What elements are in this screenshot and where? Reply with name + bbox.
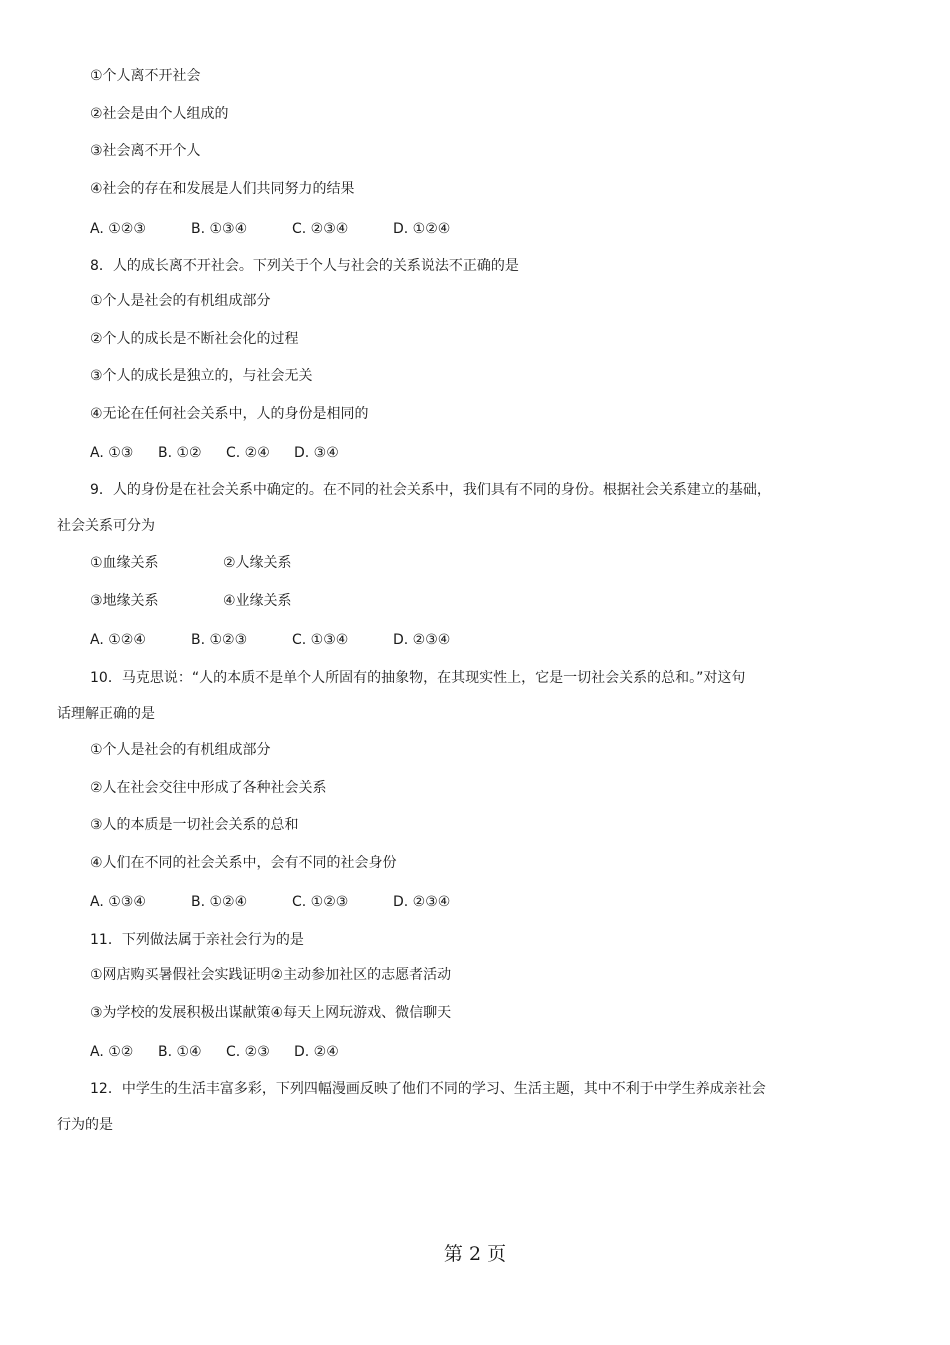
q9-statement-3: ③地缘关系 xyxy=(90,593,159,609)
q11-stem: 11．下列做法属于亲社会行为的是 xyxy=(90,932,304,948)
q11-option-b: B. ①④ xyxy=(158,1044,202,1060)
q10-option-b: B. ①②④ xyxy=(191,894,248,910)
q9-option-a: A. ①②④ xyxy=(90,632,146,648)
q7-options xyxy=(90,220,494,238)
q9-statements-row-1 xyxy=(90,554,356,572)
q8-options xyxy=(90,444,362,462)
q11-option-d: D. ②④ xyxy=(294,1044,339,1060)
q9-options xyxy=(90,631,494,649)
q9-option-b: B. ①②③ xyxy=(191,632,248,648)
q8-option-c: C. ②④ xyxy=(226,445,270,461)
q7-option-d: D. ①②④ xyxy=(393,221,451,237)
q7-option-b: B. ①③④ xyxy=(191,221,248,237)
q8-statement-3: ③个人的成长是独立的，与社会无关 xyxy=(90,368,313,384)
q10-option-d: D. ②③④ xyxy=(393,894,451,910)
q7-statement-3: ③社会离不开个人 xyxy=(90,143,201,159)
q7-statement-1: ①个人离不开社会 xyxy=(90,68,201,84)
q7-statement-4: ④社会的存在和发展是人们共同努力的结果 xyxy=(90,181,355,197)
q10-statement-1: ①个人是社会的有机组成部分 xyxy=(90,742,271,758)
q7-option-c: C. ②③④ xyxy=(292,221,349,237)
q9-option-d: D. ②③④ xyxy=(393,632,451,648)
q7-option-a: A. ①②③ xyxy=(90,221,146,237)
q10-statement-2: ②人在社会交往中形成了各种社会关系 xyxy=(90,780,327,796)
q11-option-c: C. ②③ xyxy=(226,1044,270,1060)
q11-statements-3-4: ③为学校的发展积极出谋献策④每天上网玩游戏、微信聊天 xyxy=(90,1005,452,1021)
q10-statement-3: ③人的本质是一切社会关系的总和 xyxy=(90,817,299,833)
q8-option-b: B. ①② xyxy=(158,445,202,461)
q8-statement-4: ④无论在任何社会关系中，人的身份是相同的 xyxy=(90,406,369,422)
q8-stem: 8．人的成长离不开社会。下列关于个人与社会的关系说法不正确的是 xyxy=(90,258,519,274)
q9-stem-line-2: 社会关系可分为 xyxy=(57,518,155,534)
q10-stem-line-1: 10．马克思说：“人的本质不是单个人所固有的抽象物，在其现实性上，它是一切社会关系的总和。”对这句 xyxy=(90,670,746,686)
page-number: 第 2 页 xyxy=(443,1243,507,1265)
q8-option-d: D. ③④ xyxy=(294,445,339,461)
q9-statement-1: ①血缘关系 xyxy=(90,555,159,571)
q7-statement-2: ②社会是由个人组成的 xyxy=(90,106,229,122)
q10-stem-line-2: 话理解正确的是 xyxy=(57,706,155,722)
q11-statements-1-2: ①网店购买暑假社会实践证明②主动参加社区的志愿者活动 xyxy=(90,967,452,983)
q9-statement-4: ④业缘关系 xyxy=(223,593,292,609)
q11-option-a: A. ①② xyxy=(90,1044,134,1060)
q10-options xyxy=(90,893,494,911)
q8-statement-1: ①个人是社会的有机组成部分 xyxy=(90,293,271,309)
q11-options xyxy=(90,1043,362,1061)
q12-stem-line-2: 行为的是 xyxy=(57,1117,113,1133)
q9-statement-2: ②人缘关系 xyxy=(223,555,292,571)
q9-stem-line-1: 9．人的身份是在社会关系中确定的。在不同的社会关系中，我们具有不同的身份。根据社会关系建立的基础， xyxy=(90,482,771,498)
q8-statement-2: ②个人的成长是不断社会化的过程 xyxy=(90,331,299,347)
q10-option-c: C. ①②③ xyxy=(292,894,349,910)
q10-option-a: A. ①③④ xyxy=(90,894,146,910)
q12-stem-line-1: 12．中学生的生活丰富多彩，下列四幅漫画反映了他们不同的学习、生活主题，其中不利于中学生养成亲社会 xyxy=(90,1081,766,1097)
q8-option-a: A. ①③ xyxy=(90,445,134,461)
q9-option-c: C. ①③④ xyxy=(292,632,349,648)
q10-statement-4: ④人们在不同的社会关系中，会有不同的社会身份 xyxy=(90,855,397,871)
q9-statements-row-2 xyxy=(90,592,356,610)
